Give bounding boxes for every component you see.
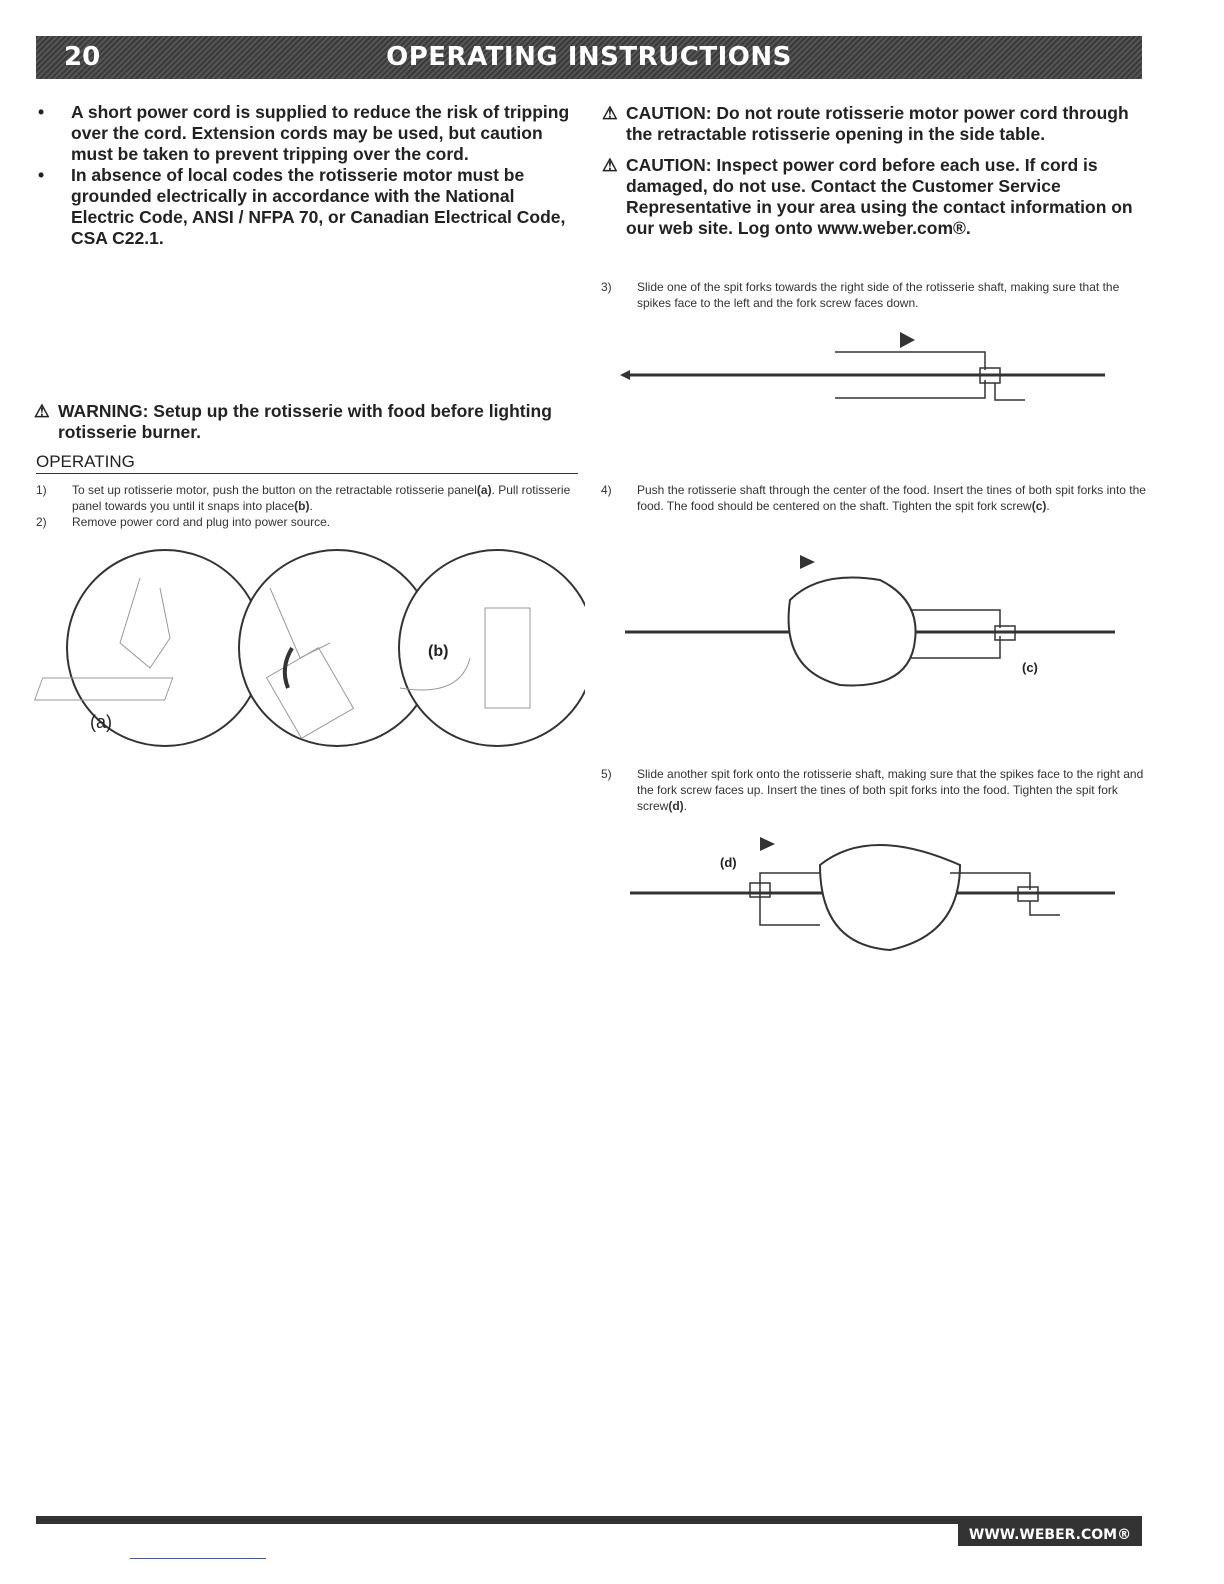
warning-triangle-icon: ⚠ <box>602 155 618 175</box>
step-2 <box>36 514 576 530</box>
ref-c: (c) <box>1031 499 1047 513</box>
step-text: Slide another spit fork onto the rotisserie shaft, making sure that the spikes face to the right and the fork screw faces up. Insert the tines of both spit forks into the food. Tighten the spit fork screw <box>637 767 1144 813</box>
page-title: OPERATING INSTRUCTIONS <box>386 42 792 72</box>
bullet-item: • A short power cord is supplied to reduce the risk of tripping over the cord. Extension cords may be used, but caution must be taken to prevent tripping over the cord. <box>38 102 578 165</box>
page-number: 20 <box>64 42 101 72</box>
spit-fork-illustration-1 <box>615 320 1115 415</box>
divider <box>130 1558 266 1559</box>
step-text: Remove power cord and plug into power source. <box>72 515 331 529</box>
caution-text: CAUTION: Inspect power cord before each use. If cord is damaged, do not use. Contact the Customer Service Representative in your area using the contact information on our web site. Log onto www.weber.com®. <box>626 155 1133 238</box>
page-header <box>36 36 1142 79</box>
arrow-icon <box>800 555 815 569</box>
arrow-icon <box>900 332 915 348</box>
step-text: . <box>1046 499 1050 513</box>
warning-triangle-icon: ⚠ <box>602 103 618 123</box>
caution-text: CAUTION: Do not route rotisserie motor power cord through the retractable rotisserie opening in the side table. <box>626 103 1129 144</box>
safety-bullets <box>38 102 578 249</box>
warning-triangle-icon: ⚠ <box>34 401 50 421</box>
arrow-icon <box>760 837 775 851</box>
step-text: . <box>683 799 688 813</box>
step-1 <box>36 482 576 514</box>
step-text: . <box>309 499 313 513</box>
food-on-shaft-illustration <box>620 540 1120 700</box>
caution-note-2 <box>602 155 1147 239</box>
steps-left <box>36 482 576 530</box>
label-a: (a) <box>90 712 112 732</box>
step-number: 5) <box>601 767 612 781</box>
step-number: 4) <box>601 483 612 497</box>
footer-website: WWW.WEBER.COM® <box>958 1524 1142 1546</box>
second-fork-illustration <box>620 825 1120 960</box>
step-3 <box>601 279 1146 311</box>
step-text: . Pull rotisserie panel towards you until it snaps into place <box>72 483 571 513</box>
step-text: Push the rotisserie shaft through the center of the food. Insert the tines of both spit forks into the food. The food should be centered on the shaft. Tighten the spit fork screw <box>637 483 1146 513</box>
ref-d: (d) <box>668 799 684 813</box>
label-d: (d) <box>720 855 737 870</box>
step-text: Slide one of the spit forks towards the right side of the rotisserie shaft, making sure that the spikes face to the left and the fork screw faces down. <box>637 280 1120 310</box>
step-4 <box>601 482 1146 514</box>
warning-note <box>34 401 579 443</box>
step-number: 3) <box>601 280 612 294</box>
footer-rule <box>36 1516 1142 1524</box>
motor-setup-illustration <box>30 548 585 748</box>
label-c: (c) <box>1022 660 1038 675</box>
step-text: To set up rotisserie motor, push the button on the retractable rotisserie panel <box>72 483 477 497</box>
section-title: OPERATING <box>36 452 578 474</box>
bullet-item: • In absence of local codes the rotisserie motor must be grounded electrically in accordance with the National Electric Code, ANSI / NFPA 70, or Canadian Electrical Code, CSA C22.1. <box>38 165 578 249</box>
step-number: 1) <box>36 483 47 497</box>
step-number: 2) <box>36 515 47 529</box>
label-b: (b) <box>428 643 449 660</box>
warning-text: WARNING: Setup up the rotisserie with food before lighting rotisserie burner. <box>58 401 552 442</box>
ref-a: (a) <box>476 483 492 497</box>
ref-b: (b) <box>294 499 310 513</box>
caution-note-1 <box>602 103 1147 145</box>
step-5 <box>601 766 1146 814</box>
